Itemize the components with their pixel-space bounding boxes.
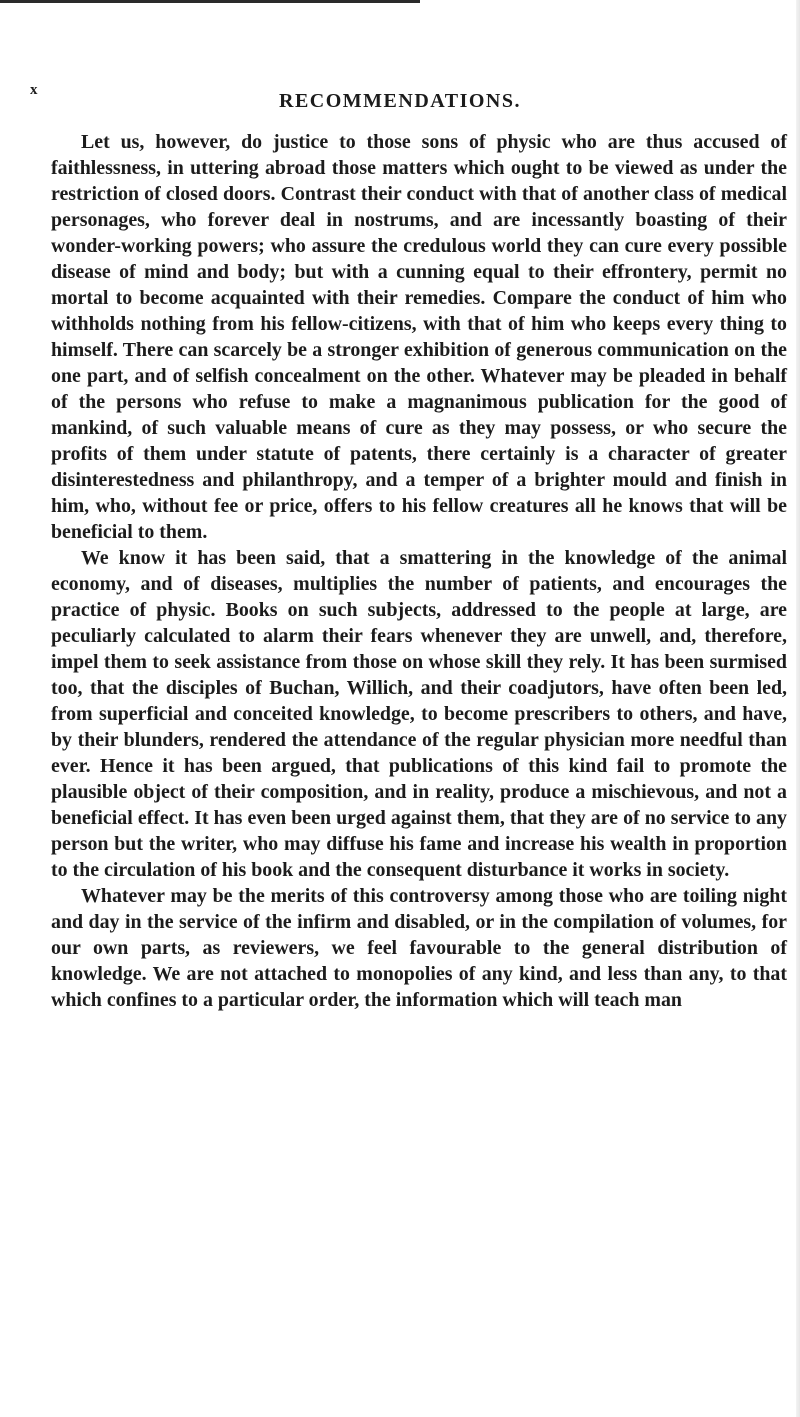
top-rule (0, 0, 420, 3)
page-edge-shadow (796, 0, 800, 1417)
paragraph-2: We know it has been said, that a smattering in the knowledge of the animal economy, and of diseases, multiplies the number of patients, and encourages the practice of physic. Books on such subjects, addressed to the people at large, are peculiarly calculated to alarm their fears whenever they are unwell, and, therefore, impel them to seek assistance from those on whose skill they rely. It has been surmised too, that the disciples of Buchan, Willich, and their coadjutors, have often been led, from superficial and conceited knowledge, to become prescribers to others, and have, by their blunders, rendered the attendance of the regular physician more needful than ever. Hence it has been argued, that publications of this kind fail to promote the plausible object of their composition, and in reality, produce a mischievous, and not a beneficial effect. It has even been urged against them, that they are of no service to any person but the writer, who may diffuse his fame and increase his wealth in proportion to the circulation of his book and the consequent disturbance it works in society. (51, 547, 787, 881)
paragraph-3: Whatever may be the merits of this controversy among those who are toiling night and day in the service of the infirm and disabled, or in the compilation of volumes, for our own parts, as reviewers, we feel favourable to the general distribution of knowledge. We are not attached to monopolies of any kind, and less than any, to that which confines to a particular order, the information which will teach man (51, 885, 787, 1011)
paragraph-1: Let us, however, do justice to those sons of physic who are thus accused of faithlessness, in uttering abroad those matters which ought to be viewed as under the restriction of closed doors. Contrast their conduct with that of another class of medical personages, who forever deal in nostrums, and are incessantly boasting of their wonder-working powers; who assure the credulous world they can cure every possible disease of mind and body; but with a cunning equal to their effrontery, permit no mortal to become acquainted with their remedies. Compare the conduct of him who withholds nothing from his fellow-citizens, with that of him who keeps every thing to himself. There can scarcely be a stronger exhibition of generous communication on the one part, and of selfish concealment on the other. Whatever may be pleaded in behalf of the persons who refuse to make a magnanimous publication for the good of mankind, of such valuable means of cure as they may possess, or who secure the profits of them under statute of patents, there certainly is a character of greater disinterestedness and philanthropy, and a temper of a brighter mould and finish in him, who, without fee or price, offers to his fellow creatures all he knows that will be beneficial to them. (51, 131, 787, 543)
page-number: x (30, 82, 39, 98)
running-head: RECOMMENDATIONS. (279, 90, 521, 112)
body-text (51, 129, 787, 1013)
